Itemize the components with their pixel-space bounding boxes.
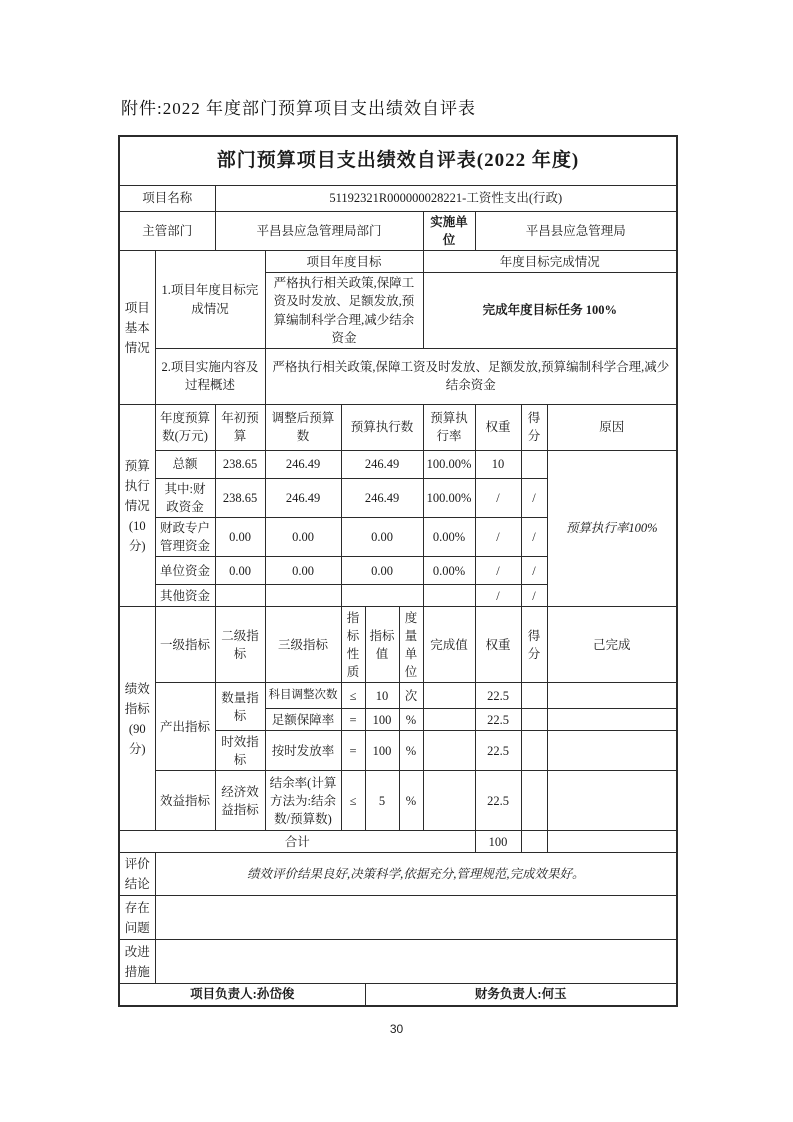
signature-finance-lead: 财务负责人:何玉: [365, 984, 677, 1006]
total-note: [547, 831, 677, 853]
goal-result: 完成年度目标任务 100%: [423, 273, 677, 349]
indicator-done: [423, 709, 475, 731]
budget-header-executed: 预算执行数: [341, 404, 423, 450]
indicator-target: 100: [365, 709, 399, 731]
basic-info-label: 项目基本情况: [119, 251, 155, 405]
budget-cell: /: [521, 478, 547, 517]
supervising-dept-value: 平昌县应急管理局部门: [215, 212, 423, 251]
indicator-unit: 次: [399, 683, 423, 709]
total-weight: 100: [475, 831, 521, 853]
budget-header-reason: 原因: [547, 404, 677, 450]
budget-cell: 0.00: [341, 518, 423, 557]
total-score: [521, 831, 547, 853]
indicator-header-level3: 三级指标: [265, 607, 341, 683]
annual-goal-label: 1.项目年度目标完成情况: [155, 251, 265, 349]
budget-row-name: 总额: [155, 450, 215, 478]
budget-header-adjusted: 调整后预算数: [265, 404, 341, 450]
indicator-target: 100: [365, 731, 399, 771]
indicator-header-score: 得分: [521, 607, 547, 683]
indicator-nature: =: [341, 731, 365, 771]
goal-text: 严格执行相关政策,保障工资及时发放、足额发放,预算编制科学合理,减少结余资金: [265, 273, 423, 349]
indicator-score: [521, 731, 547, 771]
budget-cell: 238.65: [215, 478, 265, 517]
indicator-nature: ≤: [341, 771, 365, 831]
indicator-weight: 22.5: [475, 731, 521, 771]
budget-row-name: 财政专户管理资金: [155, 518, 215, 557]
indicator-note: [547, 683, 677, 709]
indicator-target: 10: [365, 683, 399, 709]
problems-label: 存在问题: [119, 896, 155, 940]
budget-cell: /: [521, 585, 547, 607]
indicator-unit: %: [399, 771, 423, 831]
indicator-score: [521, 709, 547, 731]
indicator-name: 足额保障率: [265, 709, 341, 731]
indicator-level2: 数量指标: [215, 683, 265, 731]
budget-header-initial: 年初预算: [215, 404, 265, 450]
self-evaluation-table: [118, 135, 678, 1007]
goal-header-right: 年度目标完成情况: [423, 251, 677, 273]
indicator-note: [547, 771, 677, 831]
indicator-unit: %: [399, 731, 423, 771]
indicator-score: [521, 683, 547, 709]
budget-cell: /: [475, 585, 521, 607]
implementing-unit-label: 实施单位: [423, 212, 475, 251]
budget-cell: 0.00: [215, 557, 265, 585]
budget-cell: /: [475, 518, 521, 557]
attachment-heading: 附件:2022 年度部门预算项目支出绩效自评表: [121, 99, 476, 118]
indicator-header-note: 己完成: [547, 607, 677, 683]
indicator-done: [423, 731, 475, 771]
budget-cell: 246.49: [265, 478, 341, 517]
budget-header-annual: 年度预算数(万元): [155, 404, 215, 450]
indicator-name: 按时发放率: [265, 731, 341, 771]
budget-cell: 246.49: [341, 450, 423, 478]
indicator-level1: 效益指标: [155, 771, 215, 831]
impl-desc-text: 严格执行相关政策,保障工资及时发放、足额发放,预算编制科学合理,减少结余资金: [265, 348, 677, 404]
indicator-note: [547, 709, 677, 731]
budget-cell: /: [521, 518, 547, 557]
budget-cell: 246.49: [265, 450, 341, 478]
indicator-level2: 时效指标: [215, 731, 265, 771]
budget-cell: /: [475, 557, 521, 585]
budget-cell: 0.00%: [423, 557, 475, 585]
indicator-done: [423, 683, 475, 709]
conclusion-label: 评价结论: [119, 853, 155, 896]
indicator-level1: 产出指标: [155, 683, 215, 771]
budget-header-weight: 权重: [475, 404, 521, 450]
budget-cell: [341, 585, 423, 607]
budget-reason-value: 预算执行率100%: [547, 450, 677, 607]
indicator-header-nature: 指标性质: [341, 607, 365, 683]
indicator-weight: 22.5: [475, 709, 521, 731]
indicator-target: 5: [365, 771, 399, 831]
budget-cell: [215, 585, 265, 607]
budget-cell: 0.00: [215, 518, 265, 557]
budget-row-name: 单位资金: [155, 557, 215, 585]
goal-header-left: 项目年度目标: [265, 251, 423, 273]
signature-project-lead: 项目负责人:孙岱俊: [119, 984, 365, 1006]
perf-section-label: 绩效指标(90分): [119, 607, 155, 831]
indicator-unit: %: [399, 709, 423, 731]
budget-cell: /: [475, 478, 521, 517]
budget-cell: /: [521, 557, 547, 585]
table-title: 部门预算项目支出绩效自评表(2022 年度): [119, 136, 677, 186]
budget-cell: [265, 585, 341, 607]
budget-section-label: 预算执行情况(10分): [119, 404, 155, 607]
indicator-note: [547, 731, 677, 771]
indicator-score: [521, 771, 547, 831]
budget-cell: 100.00%: [423, 478, 475, 517]
indicator-header-level1: 一级指标: [155, 607, 215, 683]
budget-cell: [521, 450, 547, 478]
improvements-text: [155, 940, 677, 984]
budget-row-name: 其中:财政资金: [155, 478, 215, 517]
indicator-done: [423, 771, 475, 831]
conclusion-text: 绩效评价结果良好,决策科学,依据充分,管理规范,完成效果好。: [155, 853, 677, 896]
budget-row-name: 其他资金: [155, 585, 215, 607]
page-number: 30: [389, 1022, 404, 1036]
indicator-nature: ≤: [341, 683, 365, 709]
indicator-header-done: 完成值: [423, 607, 475, 683]
indicator-weight: 22.5: [475, 683, 521, 709]
budget-cell: 0.00: [265, 518, 341, 557]
budget-cell: [423, 585, 475, 607]
impl-desc-label: 2.项目实施内容及过程概述: [155, 348, 265, 404]
project-name-value: 51192321R000000028221-工资性支出(行政): [215, 186, 677, 212]
indicator-header-weight: 权重: [475, 607, 521, 683]
implementing-unit-value: 平昌县应急管理局: [475, 212, 677, 251]
indicator-header-target: 指标值: [365, 607, 399, 683]
budget-cell: 238.65: [215, 450, 265, 478]
budget-header-rate: 预算执行率: [423, 404, 475, 450]
budget-cell: 0.00%: [423, 518, 475, 557]
indicator-header-level2: 二级指标: [215, 607, 265, 683]
budget-header-score: 得分: [521, 404, 547, 450]
problems-text: [155, 896, 677, 940]
indicator-header-unit: 度量单位: [399, 607, 423, 683]
indicator-level2: 经济效益指标: [215, 771, 265, 831]
project-name-label: 项目名称: [119, 186, 215, 212]
budget-cell: 0.00: [265, 557, 341, 585]
budget-cell: 10: [475, 450, 521, 478]
indicator-weight: 22.5: [475, 771, 521, 831]
indicator-nature: =: [341, 709, 365, 731]
budget-cell: 100.00%: [423, 450, 475, 478]
improvements-label: 改进措施: [119, 940, 155, 984]
indicator-name: 结余率(计算方法为:结余数/预算数): [265, 771, 341, 831]
supervising-dept-label: 主管部门: [119, 212, 215, 251]
indicator-name: 科目调整次数: [265, 683, 341, 709]
total-label: 合计: [119, 831, 475, 853]
budget-cell: 0.00: [341, 557, 423, 585]
budget-cell: 246.49: [341, 478, 423, 517]
